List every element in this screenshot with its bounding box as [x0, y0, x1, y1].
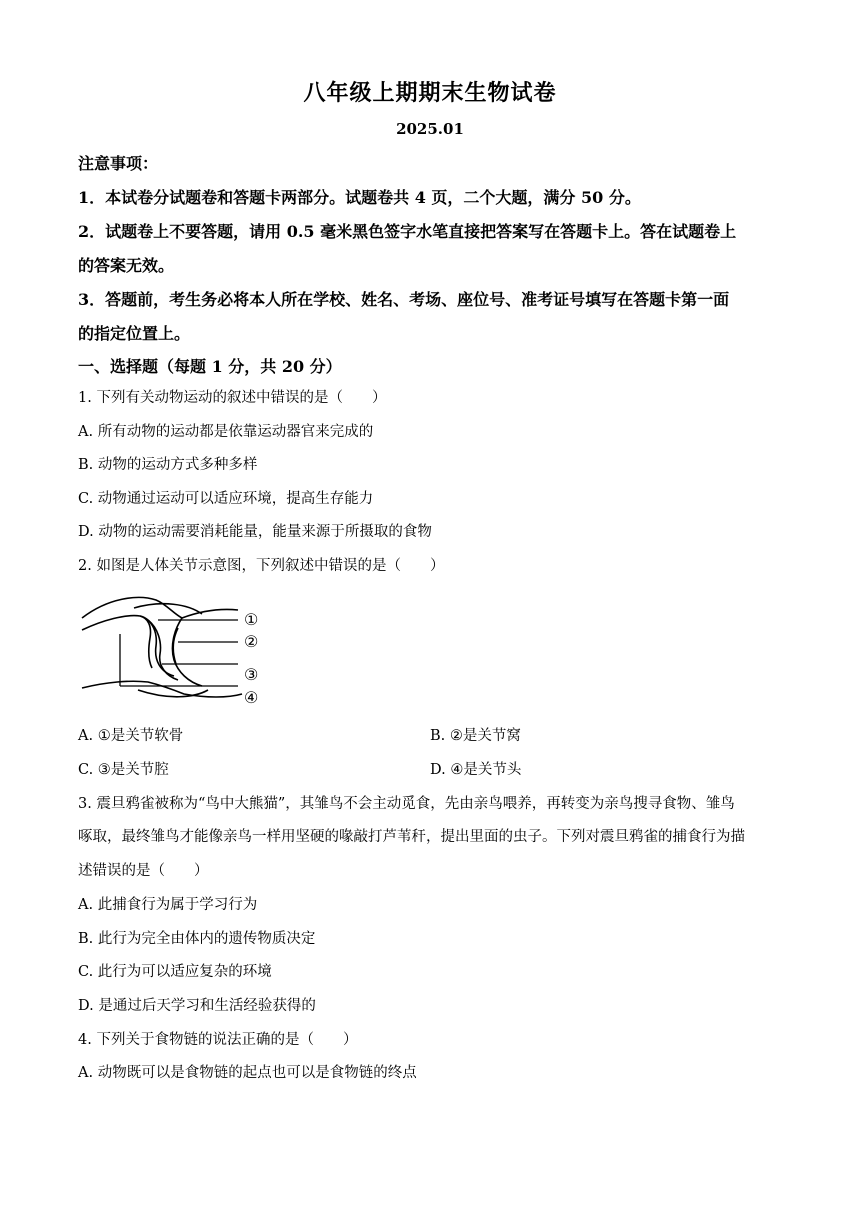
q1-option-d: D. 动物的运动需要消耗能量，能量来源于所摄取的食物 — [78, 524, 432, 540]
q1-option-b: B. 动物的运动方式多种多样 — [78, 457, 258, 473]
q3-stem-line-2: 啄取，最终雏鸟才能像亲鸟一样用坚硬的喙敲打芦苇秆，提出里面的虫子。下列对震旦鸦雀的捕食行为描 — [78, 829, 745, 845]
diagram-label-1: ① — [244, 610, 259, 629]
q4-option-a: A. 动物既可以是食物链的起点也可以是食物链的终点 — [78, 1065, 417, 1081]
notice-item-3: 3．答题前，考生务必将本人所在学校、姓名、考场、座位号、准考证号填写在答题卡第一面 — [78, 290, 730, 309]
q1-option-a: A. 所有动物的运动都是依靠运动器官来完成的 — [78, 424, 374, 440]
notice-item-1: 1．本试卷分试题卷和答题卡两部分。试题卷共 4 页，二个大题，满分 50 分。 — [78, 188, 641, 207]
diagram-label-3: ③ — [244, 665, 259, 684]
notice-item-3-cont: 的指定位置上。 — [78, 324, 191, 343]
section-heading: 一、选择题（每题 1 分，共 20 分） — [78, 357, 342, 376]
q1-stem: 1. 下列有关动物运动的叙述中错误的是（ ） — [78, 390, 387, 406]
q4-stem: 4. 下列关于食物链的说法正确的是（ ） — [78, 1032, 358, 1048]
q2-stem: 2. 如图是人体关节示意图，下列叙述中错误的是（ ） — [78, 558, 445, 574]
exam-title: 八年级上期期末生物试卷 — [303, 80, 557, 106]
joint-diagram — [78, 590, 268, 712]
q3-option-a: A. 此捕食行为属于学习行为 — [78, 897, 258, 913]
q3-option-b: B. 此行为完全由体内的遗传物质决定 — [78, 931, 316, 947]
notice-heading: 注意事项： — [78, 154, 159, 173]
q3-stem-line-1: 3. 震旦鸦雀被称为“鸟中大熊猫”，其雏鸟不会主动觅食，先由亲鸟喂养，再转变为亲鸟搜寻食物、雏鸟 — [78, 796, 735, 812]
q2-option-b: B. ②是关节窝 — [430, 728, 521, 744]
notice-item-2: 2．试题卷上不要答题，请用 0.5 毫米黑色签字水笔直接把答案写在答题卡上。答在试题卷上 — [78, 222, 737, 241]
diagram-label-2: ② — [244, 632, 259, 651]
diagram-label-4: ④ — [244, 688, 259, 707]
q1-option-c: C. 动物通过运动可以适应环境，提高生存能力 — [78, 491, 374, 507]
q3-stem-line-3: 述错误的是（ ） — [78, 863, 209, 879]
q2-option-a: A. ①是关节软骨 — [78, 728, 184, 744]
exam-date: 2025.01 — [396, 120, 464, 138]
q2-option-d: D. ④是关节头 — [430, 762, 522, 778]
notice-item-2-cont: 的答案无效。 — [78, 256, 175, 275]
q2-option-c: C. ③是关节腔 — [78, 762, 169, 778]
q3-option-d: D. 是通过后天学习和生活经验获得的 — [78, 998, 316, 1014]
q3-option-c: C. 此行为可以适应复杂的环境 — [78, 964, 272, 980]
